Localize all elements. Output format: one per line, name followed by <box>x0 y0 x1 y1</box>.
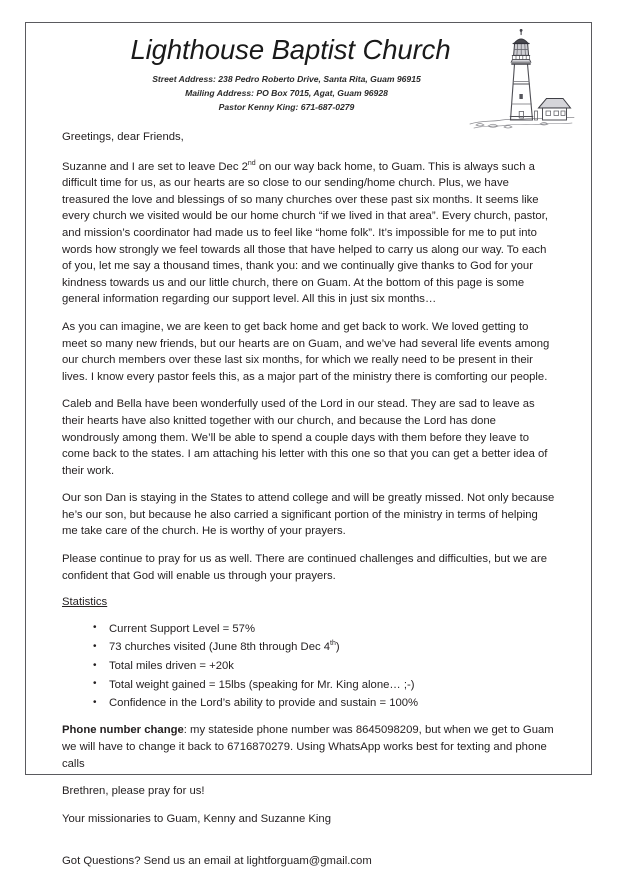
paragraph-3: Caleb and Bella have been wonderfully used of the Lord in our stead. They are sad to leave as their hearts have also knitted together with our church, and because the Lord has done wondrously among them. We’ll be able to spend a couple days with them before they leave to come back to the states. I am attaching his letter with this one so that you can get a better idea of their work. <box>62 398 548 477</box>
signature-line: Your missionaries to Guam, Kenny and Suzanne King <box>62 812 331 825</box>
closing-line-1: Brethren, please pray for us! <box>62 785 205 798</box>
statistics-list <box>62 622 555 712</box>
list-item-part-a: 73 churches visited (June 8th through Dec 4 <box>109 641 331 654</box>
list-item: • Current Support Level = 57% <box>109 622 555 637</box>
paragraph-2: As you can imagine, we are keen to get back home and get back to work. We loved getting to meet so many new friends, but our hearts are on Guam, and we’ve had several life events among our church members over these last six months, for which we really need to be present in their lives. I know every pastor feels this, as a major part of the ministry there is comforting our people. <box>62 320 550 383</box>
greeting-line: Greetings, dear Friends, <box>62 131 184 143</box>
mailing-address-line: Mailing Address: PO Box 7015, Agat, Guam 96928 <box>185 87 388 98</box>
contact-email-line: Got Questions? Send us an email at lightforguam@gmail.com <box>62 855 372 868</box>
lighthouse-sketch-icon <box>466 28 578 134</box>
paragraph-5: Please continue to pray for us as well. There are continued challenges and difficulties, but we are confident that God will enable us through your prayers. <box>62 553 548 582</box>
letterhead <box>41 23 576 129</box>
ordinal-suffix-th: th <box>330 640 336 648</box>
phone-number-change-notice <box>62 722 555 772</box>
list-item: • Confidence in the Lord’s ability to provide and sustain = 100% <box>109 696 555 711</box>
letter-body <box>41 129 576 870</box>
paragraph-1-part-a: Suzanne and I are set to leave Dec 2 <box>62 160 248 173</box>
list-item: • Total miles driven = +20k <box>109 659 555 674</box>
list-item-part-b: ) <box>335 641 340 654</box>
street-address-line: Street Address: 238 Pedro Roberto Drive, Santa Rita, Guam 96915 <box>152 73 421 84</box>
phone-number-change-body: : my stateside phone number was 8645098209, but when we get to Guam we will have to change it back to 6716870279. Using WhatsApp works best for texting and phone calls <box>62 724 554 770</box>
phone-number-change-label: Phone number change <box>62 724 184 737</box>
list-item: • Total weight gained = 15lbs (speaking for Mr. King alone… ;-) <box>109 678 555 693</box>
pastor-phone-line: Pastor Kenny King: 671-687-0279 <box>218 101 355 112</box>
document-page <box>25 22 592 868</box>
ordinal-suffix-nd: nd <box>247 159 256 167</box>
statistics-heading: Statistics <box>62 596 108 609</box>
list-item <box>109 640 555 655</box>
statistics-heading-wrap <box>62 594 555 622</box>
paragraph-1-part-b: on our way back home, to Guam. This is always such a difficult time for us, as our hearts are so close to our sending/home church. Plus, we have treasured the love and blessings of so many churches over these past six months. It seems like every church we visited would be our home church “if we lived in that area”. Every church, pastor, and mission’s coordinator had made us to feel like “home folk”. It’s impossible for me to put into words how strongly we feel towards all those that have helped to carry us along our way. To each of you, let me say a thousand times, thank you: and we continually give thanks to God for your kindness towards us and our little church, there on Guam. At the bottom of this page is some general information regarding our support level. All this in just six months… <box>62 160 548 306</box>
paragraph-1 <box>62 159 555 308</box>
page-inner <box>26 23 591 868</box>
page-title: Lighthouse Baptist Church <box>130 34 451 65</box>
paragraph-4: Our son Dan is staying in the States to attend college and will be greatly missed. Not only because he’s our son, but because he also carried a significant portion of the ministry in terms of helping me take care of the church. He is worthy of your prayers. <box>62 492 555 538</box>
